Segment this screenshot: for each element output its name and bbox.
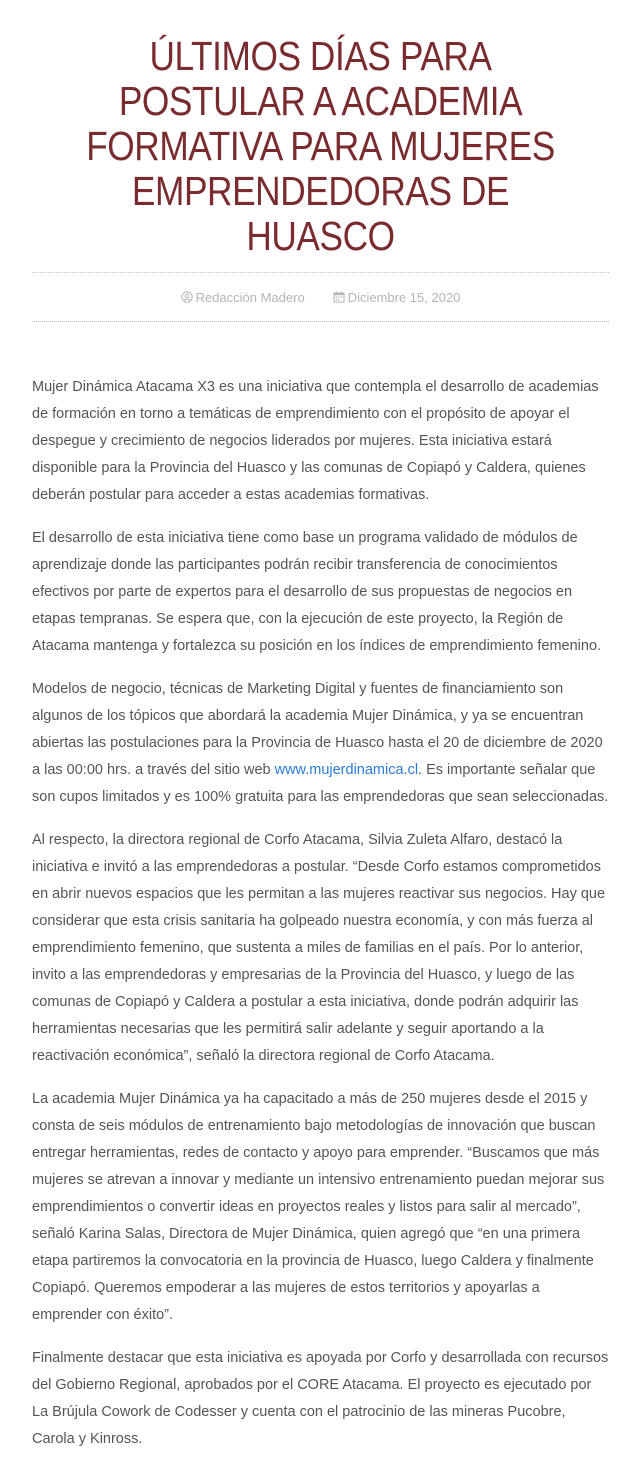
paragraph-6: Finalmente destacar que esta iniciativa es apoyada por Corfo y desarrollada con recursos del Gobierno Regional, aprobados por el CORE Atacama. El proyecto es ejecutado por La Brújula Cowork de Codesser y cuenta con el patrocinio de las mineras Pucobre, Carola y Kinross. <box>32 1350 609 1447</box>
paragraph-5: La academia Mujer Dinámica ya ha capacitado a más de 250 mujeres desde el 2015 y consta de seis módulos de entrenamiento bajo metodologías de innovación que buscan entregar herramientas, redes de contacto y apoyo para emprender. “Buscamos que más mujeres se atrevan a innovar y mediante un intensivo entrenamiento puedan mejorar sus emprendimientos o convertir ideas en proyectos reales y listos para salir al mercado”, señaló Karina Salas, Directora de Mujer Dinámica, quien agregó que “en una primera etapa partiremos la convocatoria en la provincia de Huasco, luego Caldera y finalmente Copiapó. Queremos empoderar a las mujeres de estos territorios y apoyarlas a emprender con éxito”. <box>32 1091 605 1323</box>
article-title: ÚLTIMOS DÍAS PARA POSTULAR A ACADEMIA FORMATIVA PARA MUJERES EMPRENDEDORAS DE HUASCO <box>86 33 555 259</box>
paragraph-1: Mujer Dinámica Atacama X3 es una iniciativa que contempla el desarrollo de academias de formación en torno a temáticas de emprendimiento con el propósito de apoyar el despegue y crecimiento de negocios liderados por mujeres. Esta iniciativa estará disponible para la Provincia del Huasco y las comunas de Copiapó y Caldera, quienes deberán postular para acceder a estas academias formativas. <box>32 379 599 503</box>
paragraph-3-text-after: . Es importante señalar que son cupos limitados y es 100% gratuita para las emprendedoras que sean seleccionadas. <box>32 762 609 805</box>
paragraph-3-text-before: Modelos de negocio, técnicas de Marketing Digital y fuentes de financiamiento son algunos de los tópicos que abordará la academia Mujer Dinámica, y ya se encuentran abiertas las postulaciones para la Provincia de Huasco hasta el 20 de diciembre de 2020 a las 00:00 hrs. a través del sitio web <box>32 681 603 778</box>
paragraph-4: Al respecto, la directora regional de Corfo Atacama, Silvia Zuleta Alfaro, destacó la iniciativa e invitó a las emprendedoras a postular. “Desde Corfo estamos comprometidos en abrir nuevos espacios que les permitan a las mujeres reactivar sus negocios. Hay que considerar que esta crisis sanitaria ha golpeado nuestra economía, y con más fuerza al emprendimiento femenino, que sustenta a miles de familias en el país. Por lo anterior, invito a las emprendedoras y empresarias de la Provincia del Huasco, y luego de las comunas de Copiapó y Caldera a postular a esta iniciativa, donde podrán adquirir las herramientas necesarias que les permitirá salir adelante y seguir aportando a la reactivación económica”, señaló la directora regional de Corfo Atacama. <box>32 832 606 1064</box>
calendar-icon <box>333 291 345 303</box>
publish-date: Diciembre 15, 2020 <box>347 289 461 305</box>
article-body <box>32 374 609 1469</box>
article-meta <box>32 272 609 322</box>
mujerdinamica-link[interactable]: www.mujerdinamica.cl <box>274 762 419 778</box>
date-link[interactable] <box>333 290 461 305</box>
user-circle-icon <box>181 291 193 303</box>
article <box>32 0 609 1447</box>
author-name: Redacción Madero <box>195 289 305 305</box>
paragraph-3 <box>32 676 609 811</box>
author-link[interactable] <box>181 290 305 305</box>
paragraph-2: El desarrollo de esta iniciativa tiene como base un programa validado de módulos de aprendizaje donde las participantes podrán recibir transferencia de conocimientos efectivos por parte de expertos para el desarrollo de sus propuestas de negocios en etapas tempranas. Se espera que, con la ejecución de este proyecto, la Región de Atacama mantenga y fortalezca su posición en los índices de emprendimiento femenino. <box>32 530 602 654</box>
